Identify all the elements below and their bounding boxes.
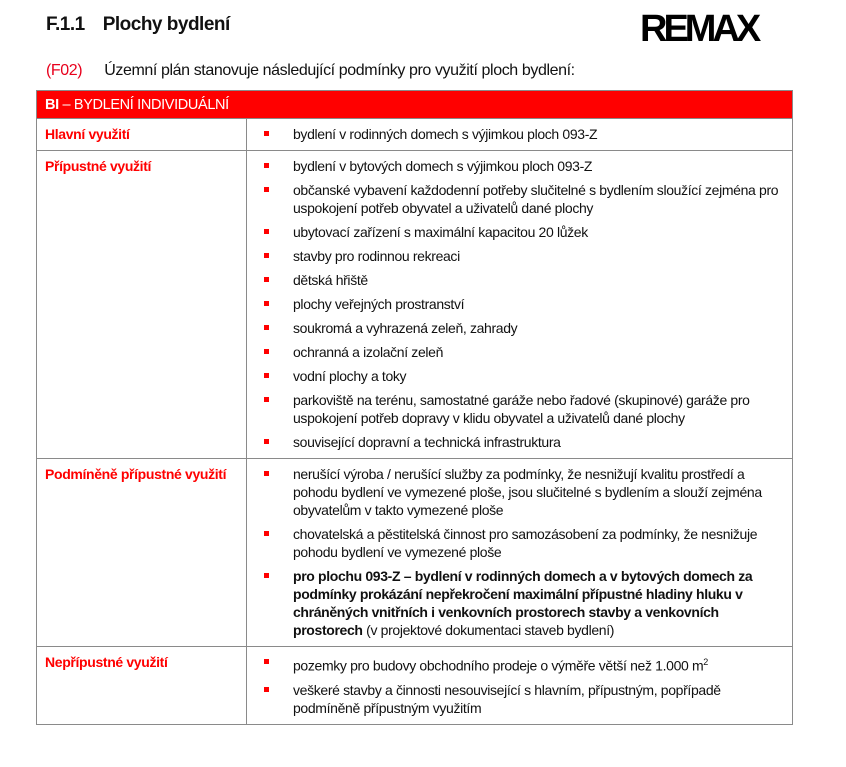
list-item: vodní plochy a toky: [247, 367, 782, 385]
bullet-icon: [264, 301, 269, 306]
table-row: [37, 119, 793, 151]
row-label: Podmíněně přípustné využití: [37, 459, 247, 647]
bullet-icon: [264, 325, 269, 330]
list-item: stavby pro rodinnou rekreaci: [247, 247, 782, 265]
list-item: občanské vybavení každodenní potřeby slučitelné s bydlením sloužící zejména pro uspokojení potřeb obyvatel a uživatelů dané plochy: [247, 181, 782, 217]
list-item: bydlení v bytových domech s výjimkou ploch 093-Z: [247, 157, 782, 175]
list-item: parkoviště na terénu, samostatné garáže nebo řadové (skupinové) garáže pro uspokojení potřeb dopravy v klidu obyvatel a uživatelů dané plochy: [247, 391, 782, 427]
bullet-icon: [264, 131, 269, 136]
list-item: ochranná a izolační zeleň: [247, 343, 782, 361]
bullet-icon: [264, 253, 269, 258]
list-item: pozemky pro budovy obchodního prodeje o výměře větší než 1.000 $m^2$: [247, 653, 782, 675]
bullet-icon: [264, 373, 269, 378]
list-item: soukromá a vyhrazená zeleň, zahrady: [247, 319, 782, 337]
bullet-icon: [264, 659, 269, 664]
list-item: nerušící výroba / nerušící služby za podmínky, že nesnižují kvalitu prostředí a pohodu bydlení ve vymezené ploše, jsou slučitelné s bydlením a slouží zejména obyvatelům v takto vymezené ploše: [247, 465, 782, 519]
list-item: bydlení v rodinných domech s výjimkou ploch 093-Z: [247, 125, 782, 143]
bullet-icon: [264, 349, 269, 354]
bullet-icon: [264, 573, 269, 578]
table-row: [37, 647, 793, 725]
row-label: Hlavní využití: [37, 119, 247, 151]
regulation-table: [36, 90, 793, 725]
table-row: [37, 459, 793, 647]
list-item: dětská hřiště: [247, 271, 782, 289]
section-heading: F.1.1 Plochy bydlení: [46, 14, 230, 35]
table-row: [37, 151, 793, 459]
bullet-icon: [264, 187, 269, 192]
list-item: ubytovací zařízení s maximální kapacitou 20 lůžek: [247, 223, 782, 241]
bullet-icon: [264, 397, 269, 402]
remax-logo-watermark: REMAX: [640, 8, 758, 50]
list-item: chovatelská a pěstitelská činnost pro samozásobení za podmínky, že nesnižuje pohodu bydlení ve vymezené ploše: [247, 525, 782, 561]
bullet-icon: [264, 687, 269, 692]
bullet-icon: [264, 531, 269, 536]
bullet-icon: [264, 277, 269, 282]
bullet-icon: [264, 471, 269, 476]
bullet-icon: [264, 439, 269, 444]
table-header-row: BI – BYDLENÍ INDIVIDUÁLNÍ: [37, 91, 793, 119]
bullet-icon: [264, 229, 269, 234]
list-item: veškeré stavby a činnosti nesouvisející s hlavním, přípustným, popřípadě podmíněně přípustným využitím: [247, 681, 782, 717]
row-label: Přípustné využití: [37, 151, 247, 459]
intro-paragraph: (F02) Územní plán stanovuje následující podmínky pro využití ploch bydlení:: [46, 62, 575, 79]
row-label: Nepřípustné využití: [37, 647, 247, 725]
list-item: plochy veřejných prostranství: [247, 295, 782, 313]
list-item: související dopravní a technická infrastruktura: [247, 433, 782, 451]
list-item: pro plochu 093-Z – bydlení v rodinných domech a v bytových domech za podmínky prokázání nepřekročení maximální přípustné hladiny hluku v chráněných vnitřních i venkovních prostorech stavby a venkovních prostorech (v projektové dokumentaci staveb bydlení): [247, 567, 782, 639]
bullet-icon: [264, 163, 269, 168]
